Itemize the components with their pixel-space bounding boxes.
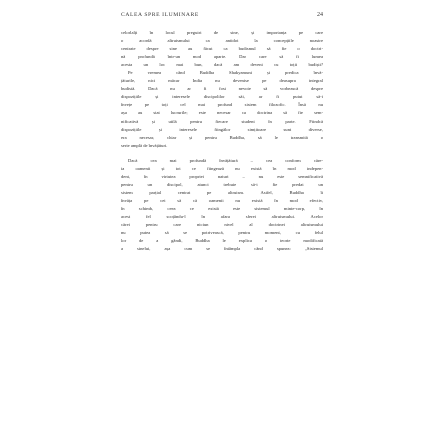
text-line: dent, în virtutea propriei naturi – nu este semnificativă xyxy=(121,173,323,179)
text-line: o acordă altruismului ca antidot la concepțiile noastre xyxy=(121,38,323,44)
text-line: nu putea să se potrivească, pentru moment, cu felul xyxy=(121,230,323,236)
text-line: învăța pe cei să că oamenii nu există în mod efectiv, xyxy=(121,197,323,203)
text-line: sistem parțial centrat pe altruism. Astfel, Buddha îi xyxy=(121,189,323,195)
text-line: centrate despre sine au făcut ca budismul să fie o doctri- xyxy=(121,46,323,52)
text-line: nă profundă într-un mod aparte. Dar care să fi lumea xyxy=(121,54,323,60)
text-line: nificativă și utilă pentru fiecare student în parte. Fiindcă xyxy=(121,118,323,124)
text-line: serie amplă de învățături. xyxy=(121,142,168,148)
running-header xyxy=(121,11,323,19)
page-number: 24 xyxy=(317,12,323,18)
text-line: cărei pentru care niciun nivel al doctrinei altruismului xyxy=(121,222,323,228)
text-line: în schimb, ceea ce există este sistemul minte-corp, în xyxy=(121,205,323,211)
text-line: lor de a gândi, Buddha le explica o teorie modificată xyxy=(121,238,323,244)
paragraph-1 xyxy=(121,29,323,150)
text-line: așa au stat lucrurile; este necesar ca doctrina să fie sem- xyxy=(121,110,323,116)
text-line: țăturile, nici măcar India nu devenise pe deasupra integral xyxy=(121,78,323,84)
body-text xyxy=(121,29,323,253)
text-line: budistă. Dacă nu ar fi fost nevoie să vorbească despre xyxy=(121,86,323,92)
text-line: ia oamenii și tot ce fiingează nu există în mod indepen- xyxy=(121,165,323,171)
text-line: Dacă cea mai profundă învățătură – cea conform căre- xyxy=(128,157,323,163)
paragraph-2 xyxy=(121,157,323,254)
text-line: a sinelui, așa cum se întâmpla când spunea: „Sistemul xyxy=(121,246,323,252)
text-line: era necesar, chiar și pentru Buddha, să le transmită o xyxy=(121,134,323,140)
text-line: învețe pe toți cel mai profund sistem filozofic. Însă nu xyxy=(121,102,323,108)
paragraph-spacer xyxy=(121,150,323,157)
text-line: acest fel scoțându-l în afara sferei altruismului. Acelor xyxy=(121,214,323,220)
header-title: CALEA SPRE ILUMINARE xyxy=(121,12,199,18)
text-line: pentru un discipol, atunci trebuie să-i fie predat un xyxy=(121,181,323,187)
text-line: celorlalți în locul preguiri de sine, și importanța pe care xyxy=(121,30,323,35)
text-line: Pe vremea când Buddha Shakyamuni și predica învă- xyxy=(128,70,323,76)
text-line: dispozițiile și interesele fiingălor simțitoare sunt diverse, xyxy=(121,126,323,132)
text-line: acesta un loc mai bun, dacă am deveni cu toții budiști? xyxy=(121,62,323,68)
text-line: dispozițiile și interesele discipolilor săi, ar fi putut să-i xyxy=(121,94,323,100)
